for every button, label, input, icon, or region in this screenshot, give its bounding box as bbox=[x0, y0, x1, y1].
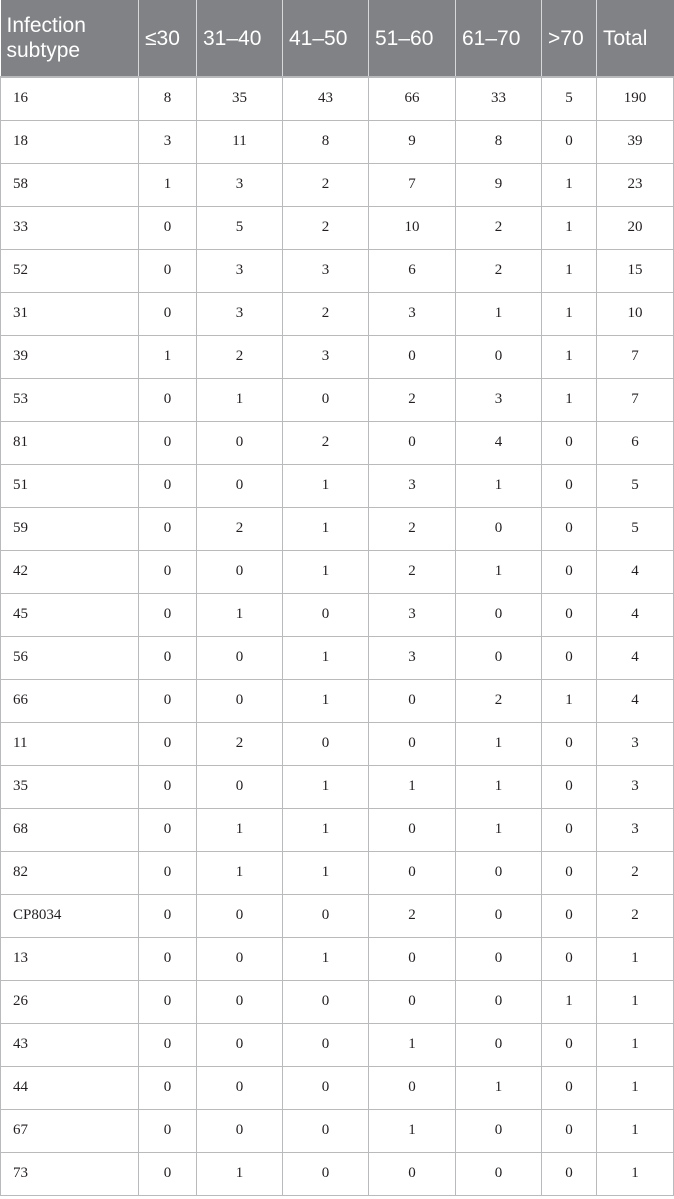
cell-age-51-60: 9 bbox=[369, 120, 456, 163]
table-row bbox=[1, 851, 674, 894]
cell-age-41-50: 2 bbox=[283, 421, 369, 464]
cell-age-le-30: 0 bbox=[139, 937, 197, 980]
cell-age-gt-70: 1 bbox=[542, 292, 597, 335]
table-row bbox=[1, 163, 674, 206]
cell-age-gt-70: 0 bbox=[542, 1109, 597, 1152]
cell-age-gt-70: 0 bbox=[542, 1066, 597, 1109]
row-label-cell: 31 bbox=[1, 292, 139, 335]
cell-age-gt-70: 1 bbox=[542, 163, 597, 206]
row-label-cell: CP8034 bbox=[1, 894, 139, 937]
cell-age-51-60: 1 bbox=[369, 1023, 456, 1066]
cell-age-le-30: 0 bbox=[139, 1152, 197, 1195]
row-label-cell: 43 bbox=[1, 1023, 139, 1066]
cell-age-gt-70: 0 bbox=[542, 808, 597, 851]
header-cell-total: Total bbox=[597, 0, 674, 77]
cell-age-31-40: 1 bbox=[197, 593, 283, 636]
cell-age-41-50: 1 bbox=[283, 550, 369, 593]
cell-age-51-60: 3 bbox=[369, 593, 456, 636]
table-row bbox=[1, 980, 674, 1023]
cell-age-51-60: 0 bbox=[369, 937, 456, 980]
table-body bbox=[1, 77, 674, 1195]
cell-age-gt-70: 0 bbox=[542, 1023, 597, 1066]
cell-age-gt-70: 1 bbox=[542, 206, 597, 249]
row-label-cell: 39 bbox=[1, 335, 139, 378]
table-row bbox=[1, 679, 674, 722]
cell-age-31-40: 0 bbox=[197, 679, 283, 722]
cell-age-61-70: 1 bbox=[456, 464, 542, 507]
cell-total: 1 bbox=[597, 1066, 674, 1109]
row-label-cell: 53 bbox=[1, 378, 139, 421]
cell-age-61-70: 0 bbox=[456, 851, 542, 894]
cell-total: 7 bbox=[597, 335, 674, 378]
cell-age-le-30: 0 bbox=[139, 1066, 197, 1109]
cell-total: 1 bbox=[597, 937, 674, 980]
cell-age-31-40: 3 bbox=[197, 163, 283, 206]
row-label-cell: 58 bbox=[1, 163, 139, 206]
table-row bbox=[1, 765, 674, 808]
cell-age-51-60: 2 bbox=[369, 550, 456, 593]
cell-age-41-50: 1 bbox=[283, 851, 369, 894]
cell-age-31-40: 2 bbox=[197, 722, 283, 765]
header-cell-age-41-50: 41–50 bbox=[283, 0, 369, 77]
cell-age-le-30: 0 bbox=[139, 421, 197, 464]
cell-age-gt-70: 0 bbox=[542, 464, 597, 507]
row-label-cell: 56 bbox=[1, 636, 139, 679]
cell-age-51-60: 3 bbox=[369, 292, 456, 335]
cell-age-31-40: 5 bbox=[197, 206, 283, 249]
cell-total: 7 bbox=[597, 378, 674, 421]
row-label-cell: 59 bbox=[1, 507, 139, 550]
cell-age-61-70: 33 bbox=[456, 77, 542, 120]
cell-age-31-40: 0 bbox=[197, 464, 283, 507]
cell-age-61-70: 1 bbox=[456, 1066, 542, 1109]
cell-age-41-50: 3 bbox=[283, 335, 369, 378]
cell-age-61-70: 2 bbox=[456, 249, 542, 292]
row-label-cell: 52 bbox=[1, 249, 139, 292]
cell-age-gt-70: 1 bbox=[542, 249, 597, 292]
cell-age-41-50: 2 bbox=[283, 292, 369, 335]
cell-age-31-40: 0 bbox=[197, 421, 283, 464]
cell-age-le-30: 0 bbox=[139, 1023, 197, 1066]
row-label-cell: 11 bbox=[1, 722, 139, 765]
table-row bbox=[1, 292, 674, 335]
cell-age-31-40: 0 bbox=[197, 1023, 283, 1066]
cell-age-51-60: 6 bbox=[369, 249, 456, 292]
cell-total: 3 bbox=[597, 722, 674, 765]
cell-age-61-70: 1 bbox=[456, 722, 542, 765]
cell-age-le-30: 1 bbox=[139, 163, 197, 206]
cell-age-le-30: 0 bbox=[139, 765, 197, 808]
cell-age-41-50: 0 bbox=[283, 1023, 369, 1066]
cell-age-61-70: 0 bbox=[456, 894, 542, 937]
cell-age-31-40: 1 bbox=[197, 851, 283, 894]
cell-age-51-60: 1 bbox=[369, 765, 456, 808]
cell-total: 3 bbox=[597, 765, 674, 808]
cell-age-61-70: 0 bbox=[456, 1152, 542, 1195]
header-cell-age-31-40: 31–40 bbox=[197, 0, 283, 77]
cell-total: 4 bbox=[597, 550, 674, 593]
cell-total: 4 bbox=[597, 679, 674, 722]
header-cell-age-51-60: 51–60 bbox=[369, 0, 456, 77]
cell-age-le-30: 0 bbox=[139, 249, 197, 292]
cell-age-61-70: 4 bbox=[456, 421, 542, 464]
row-label-cell: 45 bbox=[1, 593, 139, 636]
row-label-cell: 82 bbox=[1, 851, 139, 894]
cell-age-51-60: 0 bbox=[369, 851, 456, 894]
cell-age-61-70: 0 bbox=[456, 1023, 542, 1066]
cell-age-41-50: 1 bbox=[283, 679, 369, 722]
row-label-cell: 73 bbox=[1, 1152, 139, 1195]
cell-age-51-60: 3 bbox=[369, 464, 456, 507]
row-label-cell: 42 bbox=[1, 550, 139, 593]
cell-total: 20 bbox=[597, 206, 674, 249]
cell-total: 3 bbox=[597, 808, 674, 851]
table-row bbox=[1, 1066, 674, 1109]
cell-age-41-50: 3 bbox=[283, 249, 369, 292]
table-row bbox=[1, 206, 674, 249]
cell-age-41-50: 43 bbox=[283, 77, 369, 120]
cell-age-le-30: 8 bbox=[139, 77, 197, 120]
cell-age-41-50: 0 bbox=[283, 1109, 369, 1152]
cell-age-le-30: 0 bbox=[139, 679, 197, 722]
cell-age-le-30: 0 bbox=[139, 507, 197, 550]
cell-age-31-40: 3 bbox=[197, 292, 283, 335]
cell-age-le-30: 1 bbox=[139, 335, 197, 378]
cell-total: 1 bbox=[597, 1109, 674, 1152]
cell-age-41-50: 0 bbox=[283, 722, 369, 765]
cell-age-gt-70: 0 bbox=[542, 765, 597, 808]
cell-age-31-40: 1 bbox=[197, 378, 283, 421]
row-label-cell: 13 bbox=[1, 937, 139, 980]
cell-age-31-40: 1 bbox=[197, 808, 283, 851]
cell-age-31-40: 35 bbox=[197, 77, 283, 120]
cell-age-61-70: 2 bbox=[456, 679, 542, 722]
table-row bbox=[1, 507, 674, 550]
cell-age-gt-70: 0 bbox=[542, 550, 597, 593]
row-label-cell: 67 bbox=[1, 1109, 139, 1152]
cell-age-51-60: 2 bbox=[369, 894, 456, 937]
cell-total: 23 bbox=[597, 163, 674, 206]
cell-age-61-70: 1 bbox=[456, 765, 542, 808]
cell-age-61-70: 0 bbox=[456, 980, 542, 1023]
cell-age-le-30: 0 bbox=[139, 722, 197, 765]
header-row bbox=[1, 0, 674, 77]
cell-age-61-70: 1 bbox=[456, 808, 542, 851]
cell-age-61-70: 8 bbox=[456, 120, 542, 163]
cell-age-gt-70: 0 bbox=[542, 851, 597, 894]
table-row bbox=[1, 937, 674, 980]
cell-total: 4 bbox=[597, 593, 674, 636]
cell-age-le-30: 0 bbox=[139, 378, 197, 421]
cell-age-51-60: 0 bbox=[369, 980, 456, 1023]
cell-age-51-60: 0 bbox=[369, 1152, 456, 1195]
cell-age-41-50: 1 bbox=[283, 808, 369, 851]
cell-age-le-30: 0 bbox=[139, 808, 197, 851]
cell-age-gt-70: 0 bbox=[542, 722, 597, 765]
row-label-cell: 66 bbox=[1, 679, 139, 722]
cell-age-gt-70: 0 bbox=[542, 894, 597, 937]
cell-total: 2 bbox=[597, 851, 674, 894]
cell-age-51-60: 66 bbox=[369, 77, 456, 120]
cell-age-31-40: 3 bbox=[197, 249, 283, 292]
cell-age-51-60: 0 bbox=[369, 421, 456, 464]
header-cell-age-le-30: ≤30 bbox=[139, 0, 197, 77]
row-label-cell: 51 bbox=[1, 464, 139, 507]
row-label-cell: 68 bbox=[1, 808, 139, 851]
cell-age-61-70: 0 bbox=[456, 1109, 542, 1152]
cell-age-41-50: 0 bbox=[283, 1152, 369, 1195]
cell-age-31-40: 0 bbox=[197, 636, 283, 679]
table-row bbox=[1, 249, 674, 292]
cell-age-61-70: 2 bbox=[456, 206, 542, 249]
cell-age-gt-70: 1 bbox=[542, 335, 597, 378]
table-row bbox=[1, 593, 674, 636]
cell-age-41-50: 1 bbox=[283, 464, 369, 507]
cell-age-51-60: 2 bbox=[369, 378, 456, 421]
cell-age-gt-70: 0 bbox=[542, 1152, 597, 1195]
cell-age-le-30: 0 bbox=[139, 550, 197, 593]
cell-age-le-30: 0 bbox=[139, 292, 197, 335]
cell-age-gt-70: 1 bbox=[542, 679, 597, 722]
cell-age-31-40: 0 bbox=[197, 550, 283, 593]
cell-age-gt-70: 5 bbox=[542, 77, 597, 120]
cell-age-61-70: 1 bbox=[456, 292, 542, 335]
row-label-cell: 18 bbox=[1, 120, 139, 163]
cell-age-31-40: 1 bbox=[197, 1152, 283, 1195]
cell-age-le-30: 3 bbox=[139, 120, 197, 163]
row-label-cell: 44 bbox=[1, 1066, 139, 1109]
cell-age-41-50: 8 bbox=[283, 120, 369, 163]
table-row bbox=[1, 77, 674, 120]
row-label-cell: 26 bbox=[1, 980, 139, 1023]
cell-age-le-30: 0 bbox=[139, 1109, 197, 1152]
table-row bbox=[1, 120, 674, 163]
cell-age-gt-70: 0 bbox=[542, 507, 597, 550]
cell-age-51-60: 1 bbox=[369, 1109, 456, 1152]
cell-age-61-70: 0 bbox=[456, 593, 542, 636]
cell-age-gt-70: 0 bbox=[542, 937, 597, 980]
table-row bbox=[1, 1152, 674, 1195]
cell-age-31-40: 0 bbox=[197, 980, 283, 1023]
cell-age-51-60: 7 bbox=[369, 163, 456, 206]
cell-total: 2 bbox=[597, 894, 674, 937]
header-cell-age-gt-70: >70 bbox=[542, 0, 597, 77]
cell-age-61-70: 9 bbox=[456, 163, 542, 206]
cell-age-le-30: 0 bbox=[139, 206, 197, 249]
table-row bbox=[1, 722, 674, 765]
cell-total: 15 bbox=[597, 249, 674, 292]
cell-age-le-30: 0 bbox=[139, 464, 197, 507]
table-row bbox=[1, 1109, 674, 1152]
cell-age-41-50: 0 bbox=[283, 593, 369, 636]
table-row bbox=[1, 636, 674, 679]
cell-age-gt-70: 0 bbox=[542, 421, 597, 464]
cell-age-41-50: 0 bbox=[283, 378, 369, 421]
cell-age-51-60: 3 bbox=[369, 636, 456, 679]
cell-total: 5 bbox=[597, 464, 674, 507]
cell-age-le-30: 0 bbox=[139, 894, 197, 937]
cell-age-31-40: 0 bbox=[197, 937, 283, 980]
cell-age-41-50: 0 bbox=[283, 980, 369, 1023]
cell-age-51-60: 0 bbox=[369, 808, 456, 851]
header-cell-infection-subtype: Infection subtype bbox=[1, 0, 139, 77]
cell-age-61-70: 1 bbox=[456, 550, 542, 593]
table-row bbox=[1, 378, 674, 421]
cell-age-gt-70: 0 bbox=[542, 636, 597, 679]
cell-age-41-50: 1 bbox=[283, 507, 369, 550]
cell-total: 1 bbox=[597, 1023, 674, 1066]
cell-total: 4 bbox=[597, 636, 674, 679]
cell-age-51-60: 0 bbox=[369, 1066, 456, 1109]
cell-age-61-70: 0 bbox=[456, 937, 542, 980]
cell-total: 6 bbox=[597, 421, 674, 464]
cell-age-le-30: 0 bbox=[139, 593, 197, 636]
table-row bbox=[1, 550, 674, 593]
cell-age-51-60: 0 bbox=[369, 679, 456, 722]
cell-age-31-40: 0 bbox=[197, 1066, 283, 1109]
cell-age-61-70: 0 bbox=[456, 335, 542, 378]
cell-age-31-40: 0 bbox=[197, 894, 283, 937]
cell-age-41-50: 2 bbox=[283, 206, 369, 249]
cell-age-le-30: 0 bbox=[139, 851, 197, 894]
cell-age-31-40: 0 bbox=[197, 1109, 283, 1152]
cell-age-41-50: 0 bbox=[283, 1066, 369, 1109]
cell-age-51-60: 2 bbox=[369, 507, 456, 550]
cell-age-61-70: 3 bbox=[456, 378, 542, 421]
cell-age-gt-70: 0 bbox=[542, 120, 597, 163]
cell-age-61-70: 0 bbox=[456, 507, 542, 550]
cell-age-41-50: 1 bbox=[283, 937, 369, 980]
cell-age-31-40: 11 bbox=[197, 120, 283, 163]
cell-age-gt-70: 0 bbox=[542, 593, 597, 636]
cell-age-41-50: 1 bbox=[283, 636, 369, 679]
cell-age-le-30: 0 bbox=[139, 980, 197, 1023]
cell-total: 190 bbox=[597, 77, 674, 120]
table-row bbox=[1, 421, 674, 464]
table-row bbox=[1, 464, 674, 507]
header-cell-age-61-70: 61–70 bbox=[456, 0, 542, 77]
cell-age-gt-70: 1 bbox=[542, 378, 597, 421]
table-row bbox=[1, 1023, 674, 1066]
cell-total: 39 bbox=[597, 120, 674, 163]
cell-age-31-40: 2 bbox=[197, 507, 283, 550]
cell-age-gt-70: 1 bbox=[542, 980, 597, 1023]
cell-age-41-50: 0 bbox=[283, 894, 369, 937]
table-row bbox=[1, 894, 674, 937]
row-label-cell: 81 bbox=[1, 421, 139, 464]
cell-age-51-60: 10 bbox=[369, 206, 456, 249]
cell-total: 5 bbox=[597, 507, 674, 550]
cell-total: 1 bbox=[597, 1152, 674, 1195]
row-label-cell: 16 bbox=[1, 77, 139, 120]
cell-age-51-60: 0 bbox=[369, 335, 456, 378]
table-row bbox=[1, 335, 674, 378]
cell-age-31-40: 2 bbox=[197, 335, 283, 378]
cell-age-le-30: 0 bbox=[139, 636, 197, 679]
cell-total: 1 bbox=[597, 980, 674, 1023]
table-row bbox=[1, 808, 674, 851]
cell-total: 10 bbox=[597, 292, 674, 335]
cell-age-41-50: 2 bbox=[283, 163, 369, 206]
cell-age-31-40: 0 bbox=[197, 765, 283, 808]
cell-age-51-60: 0 bbox=[369, 722, 456, 765]
row-label-cell: 33 bbox=[1, 206, 139, 249]
cell-age-61-70: 0 bbox=[456, 636, 542, 679]
table-header bbox=[1, 0, 674, 77]
cell-age-41-50: 1 bbox=[283, 765, 369, 808]
row-label-cell: 35 bbox=[1, 765, 139, 808]
